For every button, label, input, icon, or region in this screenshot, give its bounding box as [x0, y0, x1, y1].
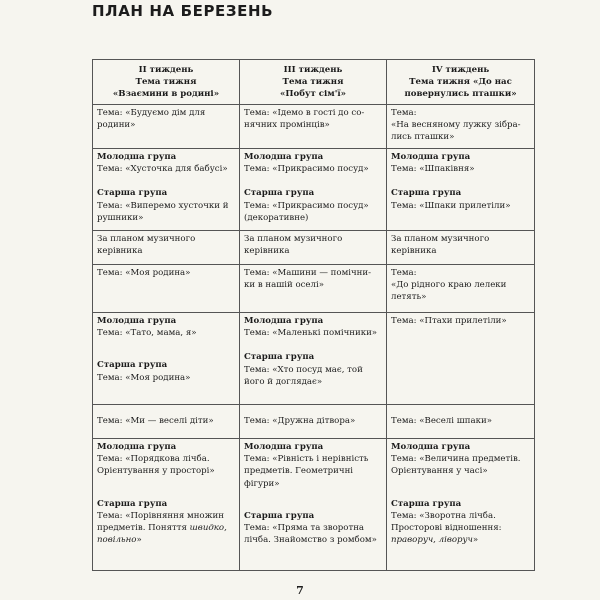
table-cell: Молодша група Тема: «Маленькі помічники» Старша група Тема: «Хто посуд має, той його й доглядає» [240, 313, 387, 405]
table-cell: Молодша група Тема: «Порядкова лічба. Орієнтування у просторі» Старша група Тема: «Порівняння множин предметів. Поняття швидко, повільно» [93, 439, 240, 571]
table-cell: Тема: «Веселі шпаки» [387, 405, 535, 439]
table-cell: За планом музичного керівника [240, 231, 387, 265]
table-cell: Молодша група Тема: «Рівність і нерівність предметів. Геометричні фігури» Старша група Тема: «Пряма та зворотна лічба. Знайомство з ромбом» [240, 439, 387, 571]
table-cell: Тема: «Машини — помічни-ки в нашій оселі» [240, 265, 387, 313]
table-cell: Молодша група Тема: «Прикрасимо посуд» Старша група Тема: «Прикрасимо посуд» (декоративне) [240, 149, 387, 231]
table-cell: Тема: «Ми — веселі діти» [93, 405, 240, 439]
header-row [93, 60, 535, 105]
table-cell: Тема: «Дружна дітвора» [240, 405, 387, 439]
table-cell: Молодша група Тема: «Величина предметів. Орієнтування у часі» Старша група Тема: «Зворотна лічба. Просторові відношення: праворуч, ліворуч» [387, 439, 535, 571]
page-number: 7 [296, 584, 304, 597]
table-cell: Молодша група Тема: «Тато, мама, я» Старша група Тема: «Моя родина» [93, 313, 240, 405]
table-row [93, 265, 535, 313]
header-week-4: IV тиждень Тема тижня «До нас повернулись пташки» [387, 60, 535, 105]
table-cell: За планом музичного керівника [387, 231, 535, 265]
table-row [93, 405, 535, 439]
header-week-2: ІІ тиждень Тема тижня «Взаємини в родині» [93, 60, 240, 105]
table-cell: Молодша група Тема: «Шпаківня» Старша група Тема: «Шпаки прилетіли» [387, 149, 535, 231]
page-title: ПЛАН НА БЕРЕЗЕНЬ [92, 2, 274, 20]
table-cell: За планом музичного керівника [93, 231, 240, 265]
table-cell: Тема: «Ідемо в гості до со-нячних промінців» [240, 105, 387, 149]
table-row [93, 149, 535, 231]
table-cell: Тема: «Моя родина» [93, 265, 240, 313]
table-cell: Тема: «Будуємо дім для родини» [93, 105, 240, 149]
table-cell: Тема: «На весняному лужку зібра-лись пташки» [387, 105, 535, 149]
header-week-3: ІІІ тиждень Тема тижня «Побут сім'ї» [240, 60, 387, 105]
table-cell: Тема: «До рідного краю лелеки летять» [387, 265, 535, 313]
table-cell: Тема: «Птахи прилетіли» [387, 313, 535, 405]
table-row [93, 313, 535, 405]
plan-table [92, 59, 535, 571]
table-row [93, 105, 535, 149]
table-row [93, 439, 535, 571]
table-row [93, 231, 535, 265]
table-cell: Молодша група Тема: «Хусточка для бабусі» Старша група Тема: «Виперемо хусточки й рушники» [93, 149, 240, 231]
